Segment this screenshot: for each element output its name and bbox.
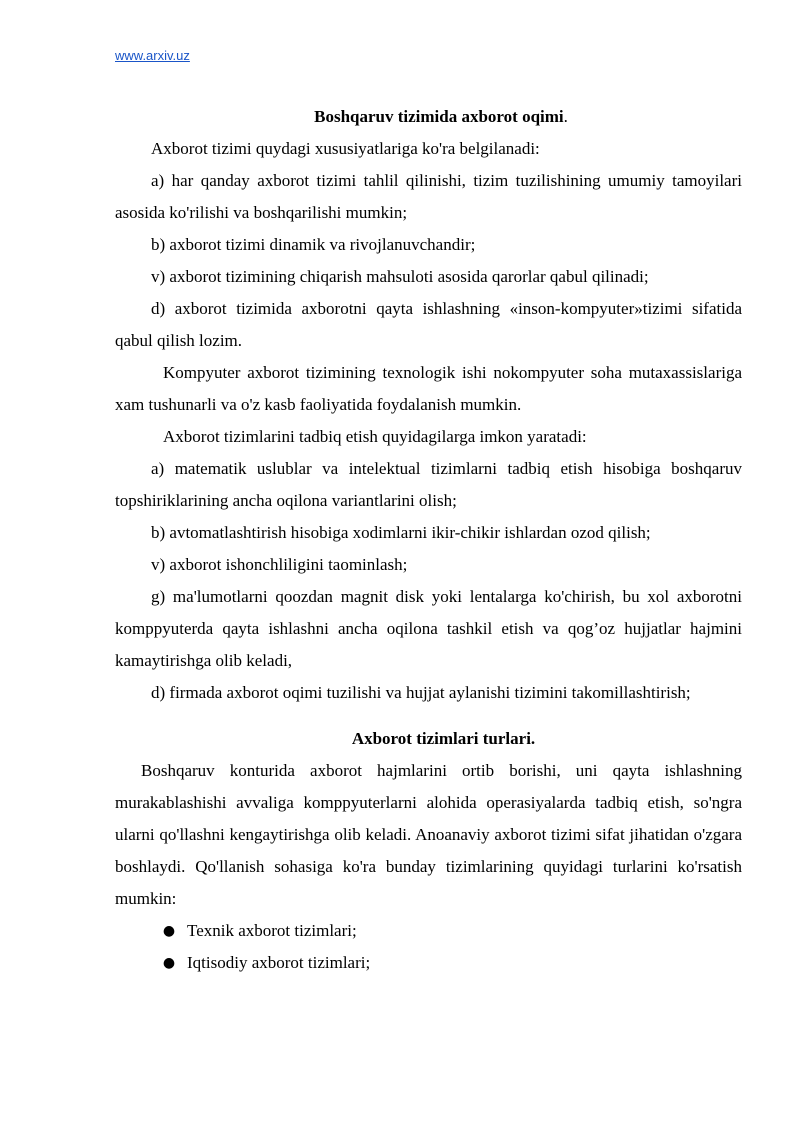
- paragraph: b) axborot tizimi dinamik va rivojlanuvchandir;: [151, 235, 476, 254]
- bullet-icon: ●: [162, 955, 176, 971]
- paragraph: v) axborot tizimining chiqarish mahsuloti asosida qarorlar qabul qilinadi;: [151, 267, 649, 286]
- paragraph: Axborot tizimlarini tadbiq etish quyidagilarga imkon yaratadi:: [163, 427, 587, 446]
- list-item: [161, 915, 742, 947]
- paragraph: b) avtomatlashtirish hisobiga xodimlarni ikir-chikir ishlardan ozod qilish;: [151, 523, 651, 542]
- list-item-text: Iqtisodiy axborot tizimlari;: [187, 953, 371, 972]
- paragraph: a) har qanday axborot tizimi tahlil qilinishi, tizim tuzilishining umumiy tamoyilari asosida ko'rilishi va boshqarilishi mumkin;: [115, 171, 742, 222]
- paragraph: d) firmada axborot oqimi tuzilishi va hujjat aylanishi tizimini takomillashtirish;: [151, 683, 691, 702]
- paragraph: a) matematik uslublar va intelektual tizimlarni tadbiq etish hisobiga boshqaruv topshiriklarining ancha oqilona variantlarini olish;: [115, 459, 742, 510]
- site-link[interactable]: www.arxiv.uz: [115, 48, 190, 63]
- section-title-system-types: Axborot tizimlari turlari.: [351, 729, 536, 748]
- paragraph: d) axborot tizimida axborotni qayta ishlashning «inson-kompyuter»tizimi sifatida qabul qilish lozim.: [115, 299, 742, 350]
- paragraph: Axborot tizimi quydagi xususiyatlariga ko'ra belgilanadi:: [151, 139, 540, 158]
- list-item: [161, 947, 742, 979]
- paragraph: Boshqaruv konturida axborot hajmlarini ortib borishi, uni qayta ishlashning murakablashishi avvaliga komppyuterlarni alohida operasiyalarda tadbiq etish, so'ngra ularni qo'llashni kengaytirishga olib keladi. Anoanaviy axborot tizimi sifat jihatidan o'zgara boshlaydi. Qo'llanish sohasiga ko'ra bunday tizimlarining quyidagi turlarini ko'rsatish mumkin:: [115, 761, 742, 908]
- section-title-period: .: [563, 107, 568, 126]
- paragraph: v) axborot ishonchliligini taominlash;: [151, 555, 408, 574]
- bullet-list: [115, 915, 742, 979]
- paragraph: Kompyuter axborot tizimining texnologik ishi nokompyuter soha mutaxassislariga xam tushunarli va o'z kasb faoliyatida foydalanish mumkin.: [115, 363, 742, 414]
- bullet-icon: ●: [162, 923, 176, 939]
- document-body: [115, 101, 742, 979]
- paragraph: g) ma'lumotlarni qoozdan magnit disk yoki lentalarga ko'chirish, bu xol axborotni komppyuterda qayta ishlashni ancha oqilona tashkil etish va qog’oz hujjatlar hajmini kamaytirishga olib keladi,: [115, 587, 742, 670]
- list-item-text: Texnik axborot tizimlari;: [187, 921, 357, 940]
- section-title-text: Boshqaruv tizimida axborot oqimi: [314, 107, 564, 126]
- section-title-information-flow: [115, 101, 742, 133]
